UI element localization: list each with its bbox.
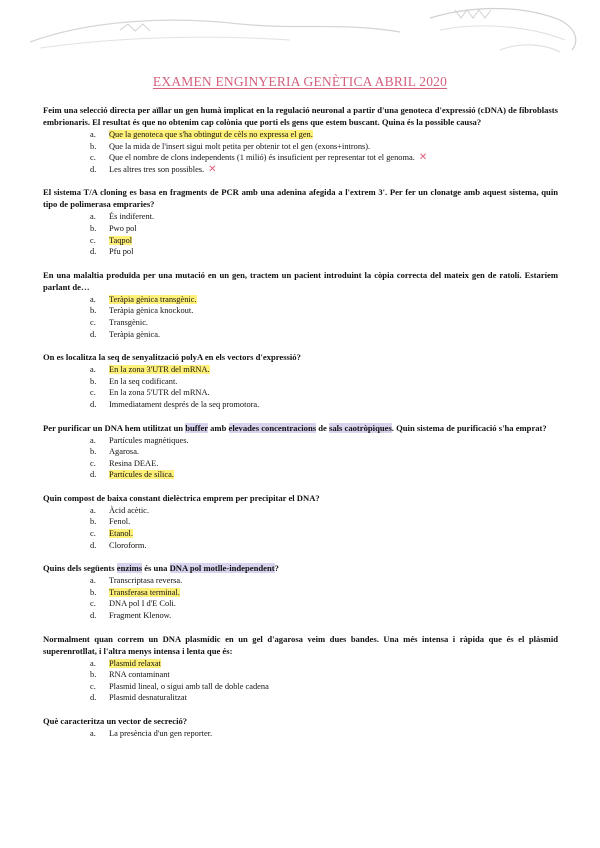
answer-option: d. Immediatament després de la seq promotora. [90, 399, 260, 409]
answer-option: b. Teràpia gènica knockout. [90, 306, 194, 316]
answer-list [43, 505, 558, 551]
exam-content [43, 104, 558, 751]
answer-option: a. La presència d'un gen reporter. [90, 729, 213, 738]
answer-option: b. Fenol. [90, 517, 131, 527]
answer-option: d. Plasmid desnaturalitzat [90, 693, 187, 703]
answer-option: b. Transferasa terminal. [90, 587, 180, 597]
answer-list [43, 294, 558, 340]
answer-option: a. Plasmid relaxat [90, 658, 161, 668]
answer-option: c. Plasmid lineal, o sigui amb tall de doble cadena [90, 681, 269, 691]
question-text: En una malaltia produïda per una mutació en un gen, tractem un pacient introduint la còpia correcta del mateix gen de ratolí. Estaríem parlant de… [43, 269, 558, 292]
answer-option: a. Transcriptasa reversa. [90, 576, 183, 586]
answer-list [43, 728, 558, 740]
question-text: On es localitza la seq de senyalització polyA en els vectors d'expressió? [43, 352, 301, 363]
answer-option: d. Les altres tres son possibles. ✕ [90, 163, 217, 175]
answer-option: a. Teràpia gènica transgènic. [90, 294, 197, 304]
answer-option: b. Agarosa. [90, 447, 139, 457]
question-text: El sistema T/A cloning es basa en fragments de PCR amb una adenina afegida a l'extrem 3'. Per fer un clonatge amb aquest sistema, quin tipo de polimerasa empraries? [43, 187, 558, 210]
answer-option: a. Que la genoteca que s'ha obtingut de cèls no expressa el gen. [90, 130, 313, 139]
answer-list [43, 129, 558, 175]
cross-mark-icon: ✕ [208, 163, 217, 175]
question-text: Per purificar un DNA hem utilitzat un buffer amb elevades concentracions de sals caotròpiques. Quin sistema de purificació s'ha emprat? [43, 422, 547, 433]
answer-list [43, 435, 558, 481]
answer-option: d. Fragment Klenow. [90, 611, 172, 621]
answer-option: c. Transgènic. [90, 317, 149, 327]
page-title: EXAMEN ENGINYERIA GENÈTICA ABRIL 2020 [152, 74, 448, 89]
cross-mark-icon: ✕ [418, 152, 428, 164]
answer-option: d. Cloroform. [90, 540, 147, 550]
answer-option: c. Que el nombre de clons independents (1 milió) és insuficient per representar tot el genoma. ✕ [90, 152, 428, 164]
answer-list [43, 211, 558, 257]
answer-option: b. RNA contaminant [90, 670, 170, 680]
question-text: Normalment quan correm un DNA plasmídic en un gel d'agarosa veim dues bandes. Una més intensa i ràpida que és el plàsmid superenrotllat, i l'altra menys intensa i lenta que és: [43, 633, 558, 656]
answer-list [43, 575, 558, 621]
answer-option: b. En la seq codificant. [90, 376, 178, 386]
answer-list [43, 364, 558, 410]
answer-option: c. DNA pol I d'E Coli. [90, 599, 176, 609]
question-text: Què caracteritza un vector de secreció? [43, 716, 188, 726]
answer-list [43, 658, 558, 704]
question-text: Quin compost de baixa constant dielèctrica emprem per precipitar el DNA? [43, 492, 320, 503]
answer-option: b. Pwo pol [90, 223, 137, 233]
answer-option: c. Taqpol [90, 235, 133, 245]
answer-option: d. Pfu pol [90, 247, 134, 257]
question-text: Quins dels següents enzims és una DNA pol motlle-independent? [43, 563, 279, 574]
decorative-header-sketch [0, 0, 600, 70]
answer-option: b. Que la mida de l'insert sigui molt petita per obtenir tot el gen (exons+introns). [90, 141, 371, 151]
answer-option: a. En la zona 3'UTR del mRNA. [90, 365, 210, 375]
answer-option: d. Partícules de sílica. [90, 470, 174, 480]
answer-option: a. Partícules magnètiques. [90, 435, 189, 445]
answer-option: a. És indiferent. [90, 212, 155, 222]
answer-option: c. Resina DEAE. [90, 458, 159, 468]
answer-option: c. Etanol. [90, 529, 133, 539]
question-text: Feim una selecció directa per aïllar un gen humà implicat en la regulació neuronal a partir d'una genoteca d'expressió (cDNA) de fibroblasts embrionaris. El resultat és que no obtenim cap colònia que porti els gens que estem buscant. Quina és la possible causa? [43, 105, 558, 127]
answer-option: c. En la zona 5'UTR del mRNA. [90, 388, 210, 398]
answer-option: a. Àcid acètic. [90, 505, 149, 515]
answer-option: d. Teràpia gènica. [90, 329, 161, 339]
